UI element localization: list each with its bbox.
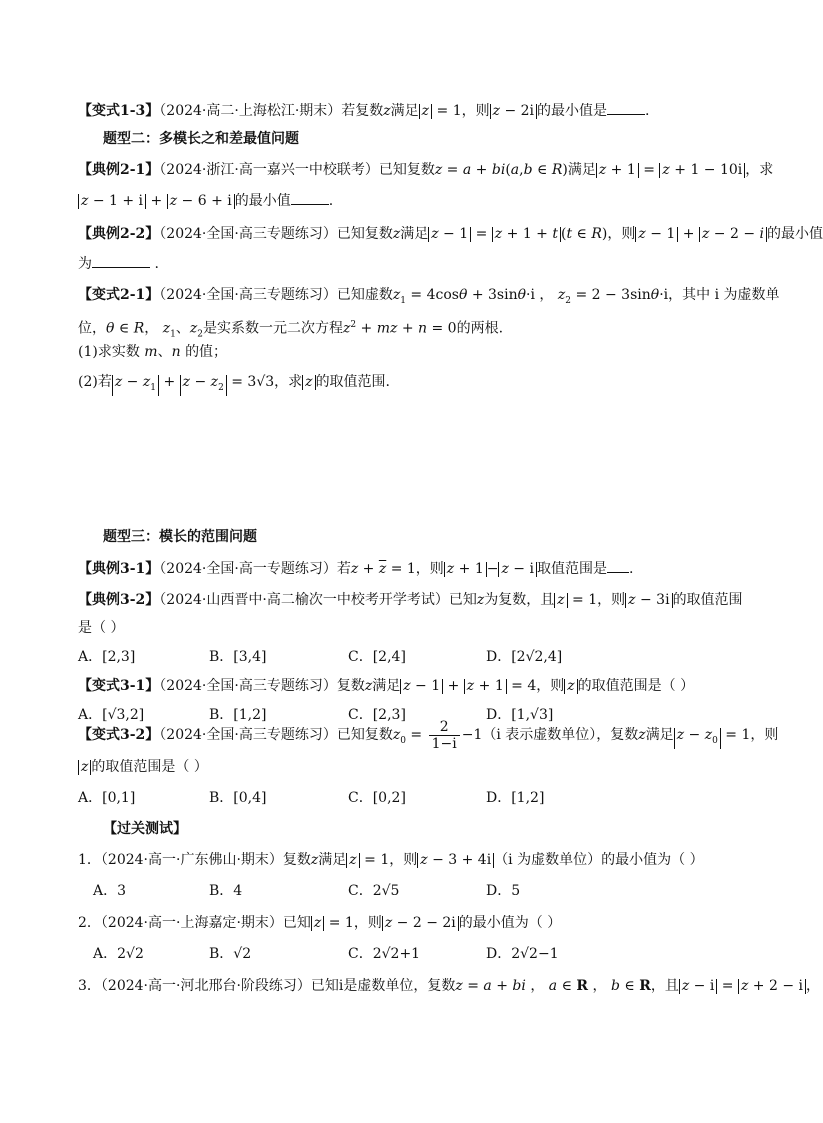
- test-heading: 【过关测试】: [103, 821, 187, 837]
- option-a[interactable]: A．3: [93, 883, 127, 899]
- option-b[interactable]: B．4: [209, 883, 243, 899]
- option-d[interactable]: D．[1,√3]: [486, 707, 554, 723]
- option-d[interactable]: D．[2√2,4]: [486, 649, 563, 665]
- answer-blank[interactable]: [92, 254, 150, 268]
- option-a[interactable]: A．2√2: [93, 946, 144, 962]
- option-c[interactable]: C．[0,2]: [348, 790, 406, 806]
- question-b21-part1: (1)求实数 m、n 的值；: [78, 344, 228, 360]
- question-b21: 【变式2-1】（2024·全国·高三专题练习）已知虚数$z_1 = 4\cos\theta + 3\sin\theta\cdot i$ ， $z_2 = 2 - 3\sin\theta\cdot i$，其中 i 为虚数单: [78, 287, 780, 306]
- test-question-2: 2．（2024·高一·上海嘉定·期末）已知 z = 1，则 z − 2 − 2i 的最小值为（ ）: [78, 915, 562, 931]
- option-b[interactable]: B．[3,4]: [209, 649, 267, 665]
- option-a[interactable]: A．[0,1]: [78, 790, 136, 806]
- option-b[interactable]: B．[1,2]: [209, 707, 267, 723]
- question-d32: 【典例3-2】（2024·山西晋中·高二榆次一中校考开学考试）已知z为复数，且 z = 1，则 z − 3i 的取值范围: [78, 592, 743, 608]
- option-a[interactable]: A．[√3,2]: [78, 707, 145, 723]
- question-b21-line2: 位，θ ∈ R， $z_1$、$z_2$是实系数一元二次方程$z^2$ + mz + n = 0的两根.: [78, 320, 504, 340]
- question-b13: 【变式1-3】（2024·高二·上海松江·期末）若复数z满足 z = 1，则 z − 2i 的最小值是 .: [78, 103, 650, 119]
- question-b21-part2: (2)若 $z - z_1 + z - z_2 = 3√3$，求 z 的取值范围.: [78, 373, 390, 396]
- question-b32: 【变式3-2】（2024·全国·高三专题练习）已知复数$z_0$ = $\frac{2}{1-i}$ −1（i 表示虚数单位），复数z满足 $z - z_0 = 1$，则: [78, 718, 779, 752]
- question-d32-line2: 是（ ）: [78, 620, 125, 636]
- answer-blank[interactable]: [291, 191, 329, 205]
- option-b[interactable]: B．[0,4]: [209, 790, 267, 806]
- option-c[interactable]: C．[2,3]: [348, 707, 406, 723]
- option-d[interactable]: D．2√2−1: [486, 946, 559, 962]
- answer-blank[interactable]: [607, 101, 645, 115]
- answer-blank[interactable]: [607, 559, 629, 573]
- question-d21-line2: z − 1 + i + z − 6 + i 的最小值 .: [78, 191, 333, 210]
- option-c[interactable]: C．[2,4]: [348, 649, 406, 665]
- question-b32-line2: z 的取值范围是（ ）: [78, 758, 208, 776]
- option-d[interactable]: D．[1,2]: [486, 790, 545, 806]
- question-d21: 【典例2-1】（2024·浙江·高一嘉兴一中校联考）已知复数z = a + bi(a,b ∈ R)满足 z + 1 = z + 1 − 10i ，求: [78, 162, 774, 178]
- option-d[interactable]: D．5: [486, 883, 521, 899]
- test-question-1: 1．（2024·高一·广东佛山·期末）复数z满足 z = 1，则 z − 3 + 4i （i 为虚数单位）的最小值为（ ）: [78, 852, 704, 868]
- question-tag: 【变式1-3】: [78, 103, 160, 119]
- question-d22: 【典例2-2】（2024·全国·高三专题练习）已知复数z满足 z − 1 = z + 1 + t (t ∈ R)，则 z − 1 + z − 2 − i 的最小值: [78, 226, 823, 242]
- question-d31: 【典例3-1】（2024·全国·高一专题练习）若$z + \overline{z} = 1$，则 z + 1 − z − i 取值范围是 .: [78, 561, 634, 577]
- section-heading-3: 题型三：模长的范围问题: [103, 529, 257, 545]
- option-b[interactable]: B．√2: [209, 946, 252, 962]
- question-b31: 【变式3-1】（2024·全国·高三专题练习）复数z满足 z − 1 + z + 1 = 4，则 z 的取值范围是（ ）: [78, 678, 695, 694]
- option-c[interactable]: C．2√5: [348, 883, 400, 899]
- option-a[interactable]: A．[2,3]: [78, 649, 136, 665]
- option-c[interactable]: C．2√2+1: [348, 946, 421, 962]
- question-d22-line2: 为 .: [78, 256, 159, 272]
- test-question-3: 3．（2024·高一·河北邢台·阶段练习）已知i是虚数单位，复数z = a + bi ， a ∈ R ， b ∈ R，且 z − i = z + 2 − i ，: [78, 978, 821, 994]
- fraction: $\frac{2}{1-i}$: [429, 719, 460, 752]
- section-heading-2: 题型二：多模长之和差最值问题: [103, 131, 299, 147]
